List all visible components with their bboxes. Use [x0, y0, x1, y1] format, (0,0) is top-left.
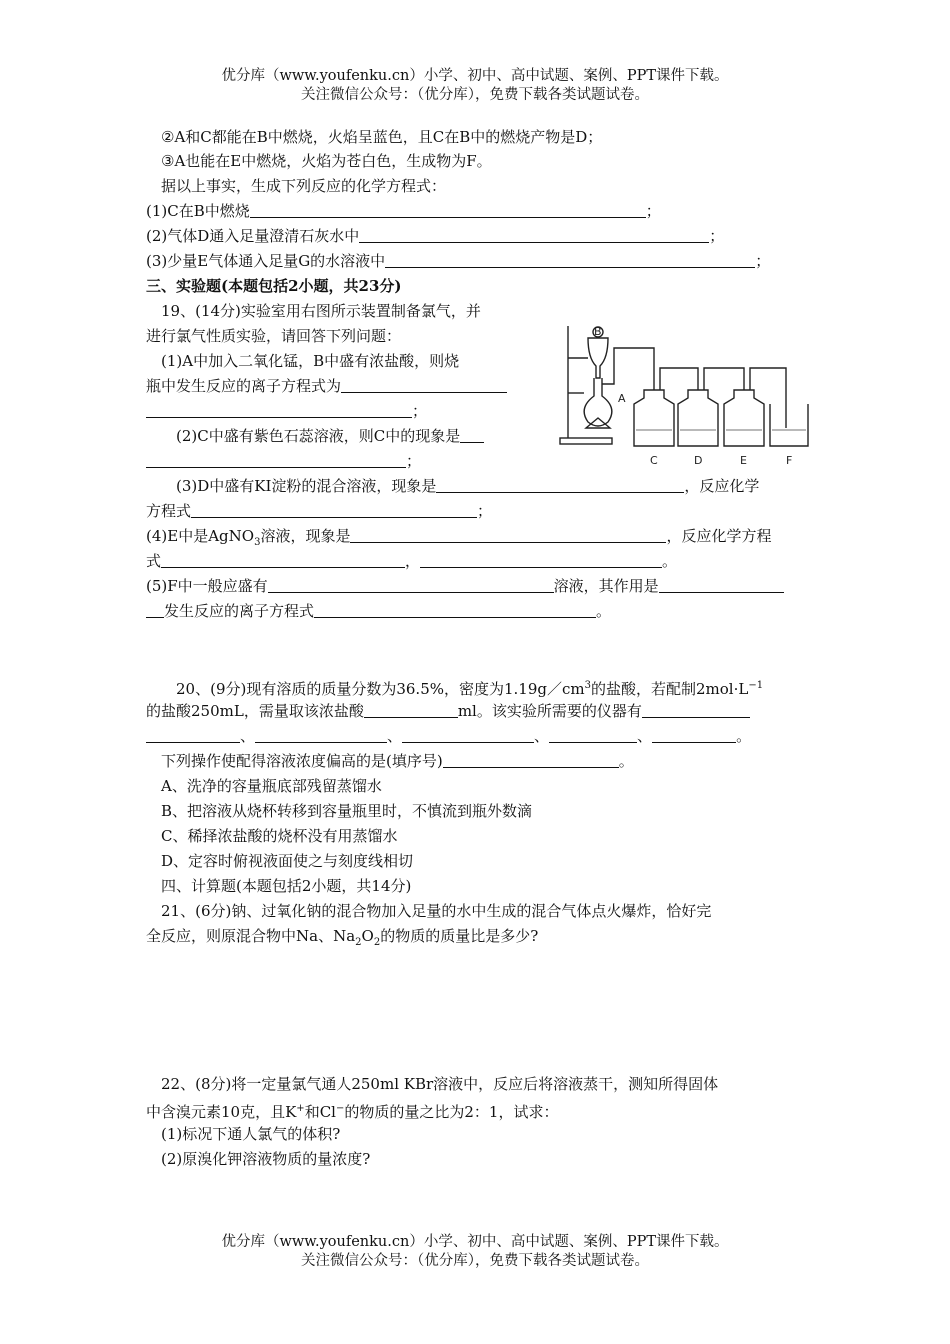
label-f: F: [786, 454, 793, 467]
header-line-2: 关注微信公众号：（优分库），免费下载各类试题试卷。: [301, 87, 649, 103]
answer-blank[interactable]: [443, 753, 619, 768]
punct: ；: [406, 452, 422, 470]
label-a: A: [618, 392, 626, 405]
q20-option-a: A、洗净的容量瓶底部残留蒸馏水: [161, 777, 382, 795]
q18-item-2: ②A和C都能在B中燃烧，火焰呈蓝色，且C在B中的燃烧产物是D；: [161, 128, 603, 146]
q19-part-3a-text: (3)D中盛有KI淀粉的混合溶液，现象是: [176, 477, 437, 495]
footer-line-2: 关注微信公众号：（优分库），免费下载各类试题试卷。: [301, 1253, 649, 1269]
q22-line-2-text-c: 的物质的量之比为2：1，试求：: [344, 1103, 559, 1121]
q20-line-1: [176, 676, 763, 699]
superscript: +: [296, 1103, 305, 1114]
period: 。: [618, 752, 634, 770]
q20-line-4: [161, 751, 634, 771]
q19-part-4: [146, 526, 771, 553]
q22-line-1: 22、(8分)将一定量氯气通人250ml KBr溶液中，反应后将溶液蒸干，测知所得固体: [161, 1075, 719, 1093]
subscript: 3: [254, 537, 261, 548]
answer-blank[interactable]: [146, 728, 240, 743]
answer-blank[interactable]: [436, 478, 684, 493]
punct: ，: [405, 552, 421, 570]
answer-blank[interactable]: [146, 453, 406, 468]
q19-part-4d-text: 式: [146, 552, 162, 570]
q21-line-2-text-c: 的物质的质量比是多少?: [380, 927, 539, 945]
answer-blank[interactable]: [652, 728, 736, 743]
sep: 、: [387, 727, 403, 745]
answer-blank[interactable]: [250, 203, 646, 218]
q21-line-2-o: O: [361, 927, 374, 945]
q19-part-1b-text: 瓶中发生反应的离子方程式为: [146, 377, 342, 395]
delivery-tube-2: [660, 368, 698, 390]
bottle-e: [724, 390, 764, 446]
answer-blank[interactable]: [460, 428, 484, 443]
answer-blank[interactable]: [146, 603, 164, 618]
q19-part-3c-text: 方程式: [146, 502, 192, 520]
q22-line-2: [146, 1099, 558, 1122]
answer-blank[interactable]: [642, 703, 750, 718]
q19-part-1a: (1)A中加入二氧化锰，B中盛有浓盐酸，则烧: [161, 352, 460, 370]
q20-line-4-text: 下列操作使配得溶液浓度偏高的是(填序号): [161, 752, 443, 770]
q19-part-2b: [146, 451, 421, 471]
q19-part-3a: [176, 476, 759, 496]
q21-line-2: [146, 926, 538, 953]
period: 。: [736, 727, 752, 745]
header-line-1: 优分库（www.youfenku.cn）小学、初中、高中试题、案例、PPT课件下载。: [221, 68, 729, 84]
stand-base: [560, 438, 612, 444]
q20-line-2-text: 的盐酸250mL，需量取该浓盐酸: [146, 702, 364, 720]
q18-part-1: [146, 201, 661, 221]
q21-line-2-text: 全反应，则原混合物中Na、Na: [146, 927, 356, 945]
q20-line-1-text-b: 的盐酸，若配制2mol·L: [591, 680, 749, 698]
section-3-title: 三、实验题(本题包括2小题，共23分): [146, 277, 402, 295]
subscript: 2: [355, 937, 362, 948]
q18-part-1-text: (1)C在B中燃烧: [146, 202, 250, 220]
q19-line-2: 进行氯气性质实验，请回答下列问题：: [146, 327, 402, 345]
superscript: −: [335, 1103, 345, 1114]
punct: ；: [645, 202, 661, 220]
label-e: E: [740, 454, 747, 467]
answer-blank[interactable]: [161, 553, 405, 568]
q22-line-2-text: 中含溴元素10克，且K: [146, 1103, 297, 1121]
q19-part-5c-text: 发生反应的离子方程式: [164, 602, 315, 620]
bottle-c: [634, 390, 674, 446]
punct: 。: [662, 552, 678, 570]
delivery-tube-4: [750, 368, 786, 428]
q20-line-1-text: 20、(9分)现有溶质的质量分数为36.5%，密度为1.19g／cm: [176, 680, 585, 698]
q18-intro: 据以上事实，生成下列反应的化学方程式：: [161, 177, 447, 195]
subscript: 2: [373, 937, 381, 948]
punct: ；: [709, 227, 725, 245]
q19-line-1: 19、(14分)实验室用右图所示装置制备氯气，并: [161, 302, 481, 320]
answer-blank[interactable]: [549, 728, 637, 743]
answer-blank[interactable]: [146, 403, 412, 418]
punct: 。: [596, 602, 612, 620]
punct: ；: [477, 502, 493, 520]
answer-blank[interactable]: [341, 378, 507, 393]
chlorine-apparatus-diagram: [558, 318, 820, 474]
q22-line-2-text-b: 和Cl: [304, 1103, 336, 1121]
q22-part-2: (2)原溴化钾溶液物质的量浓度?: [161, 1150, 371, 1168]
q19-part-5c: [146, 601, 611, 621]
answer-blank[interactable]: [350, 528, 666, 543]
punct: ；: [755, 252, 771, 270]
sep: 、: [534, 727, 550, 745]
q19-part-3c: [146, 501, 492, 521]
q20-option-b: B、把溶液从烧杯转移到容量瓶里时，不慎流到瓶外数滴: [161, 802, 533, 820]
footer-line-1: 优分库（www.youfenku.cn）小学、初中、高中试题、案例、PPT课件下载。: [221, 1234, 729, 1250]
q19-part-1b: [146, 376, 507, 396]
answer-blank[interactable]: [420, 553, 662, 568]
q20-option-c: C、稀择浓盐酸的烧杯没有用蒸馏水: [161, 827, 398, 845]
bottle-d: [678, 390, 718, 446]
q20-line-2-text-b: ml。该实验所需要的仪器有: [457, 702, 642, 720]
q20-line-3: [146, 726, 751, 746]
answer-blank[interactable]: [364, 703, 458, 718]
answer-blank[interactable]: [314, 603, 596, 618]
q19-part-5: [146, 576, 784, 596]
beaker-f: [770, 404, 808, 446]
answer-blank[interactable]: [385, 253, 755, 268]
q19-part-4-text: (4)E中是AgNO: [146, 527, 255, 545]
q18-item-3: ③A也能在E中燃烧，火焰为苍白色，生成物为F。: [161, 152, 492, 170]
label-c: C: [650, 454, 658, 467]
q19-part-4-text-c: ，反应化学方程: [666, 527, 772, 545]
q20-option-d: D、定容时俯视液面使之与刻度线相切: [161, 852, 414, 870]
answer-blank[interactable]: [255, 728, 387, 743]
q19-part-2-text: (2)C中盛有紫色石蕊溶液，则C中的现象是: [176, 427, 461, 445]
q19-part-1c: [146, 401, 427, 421]
superscript: −1: [748, 680, 764, 691]
q19-part-4-text-b: 溶液，现象是: [260, 527, 351, 545]
delivery-tube-1: [602, 348, 654, 390]
label-b: B: [594, 325, 602, 338]
q19-part-5-text-b: 溶液，其作用是: [553, 577, 659, 595]
q19-part-4d: [146, 551, 677, 571]
punct: ；: [412, 402, 428, 420]
delivery-tube-3: [704, 368, 744, 390]
q18-part-2: [146, 226, 724, 246]
superscript: 3: [584, 680, 591, 691]
q18-part-3-text: (3)少量E气体通入足量G的水溶液中: [146, 252, 386, 270]
q21-line-1: 21、(6分)钠、过氧化钠的混合物加入足量的水中生成的混合气体点火爆炸，恰好完: [161, 902, 712, 920]
q19-part-2: [176, 426, 484, 446]
q22-part-1: (1)标况下通人氯气的体积?: [161, 1125, 341, 1143]
answer-blank[interactable]: [359, 228, 709, 243]
section-4-title: 四、计算题(本题包括2小题，共14分): [161, 877, 412, 895]
q18-part-2-text: (2)气体D通入足量澄清石灰水中: [146, 227, 360, 245]
q19-part-5-text: (5)F中一般应盛有: [146, 577, 268, 595]
sep: 、: [637, 727, 653, 745]
q20-line-2: [146, 701, 750, 721]
answer-blank[interactable]: [191, 503, 477, 518]
funnel-b: [588, 338, 608, 378]
sep: 、: [240, 727, 256, 745]
q19-part-3b-text: ，反应化学: [684, 477, 760, 495]
label-d: D: [694, 454, 703, 467]
q18-part-3: [146, 251, 770, 271]
answer-blank[interactable]: [402, 728, 534, 743]
answer-blank[interactable]: [268, 578, 554, 593]
answer-blank[interactable]: [659, 578, 784, 593]
